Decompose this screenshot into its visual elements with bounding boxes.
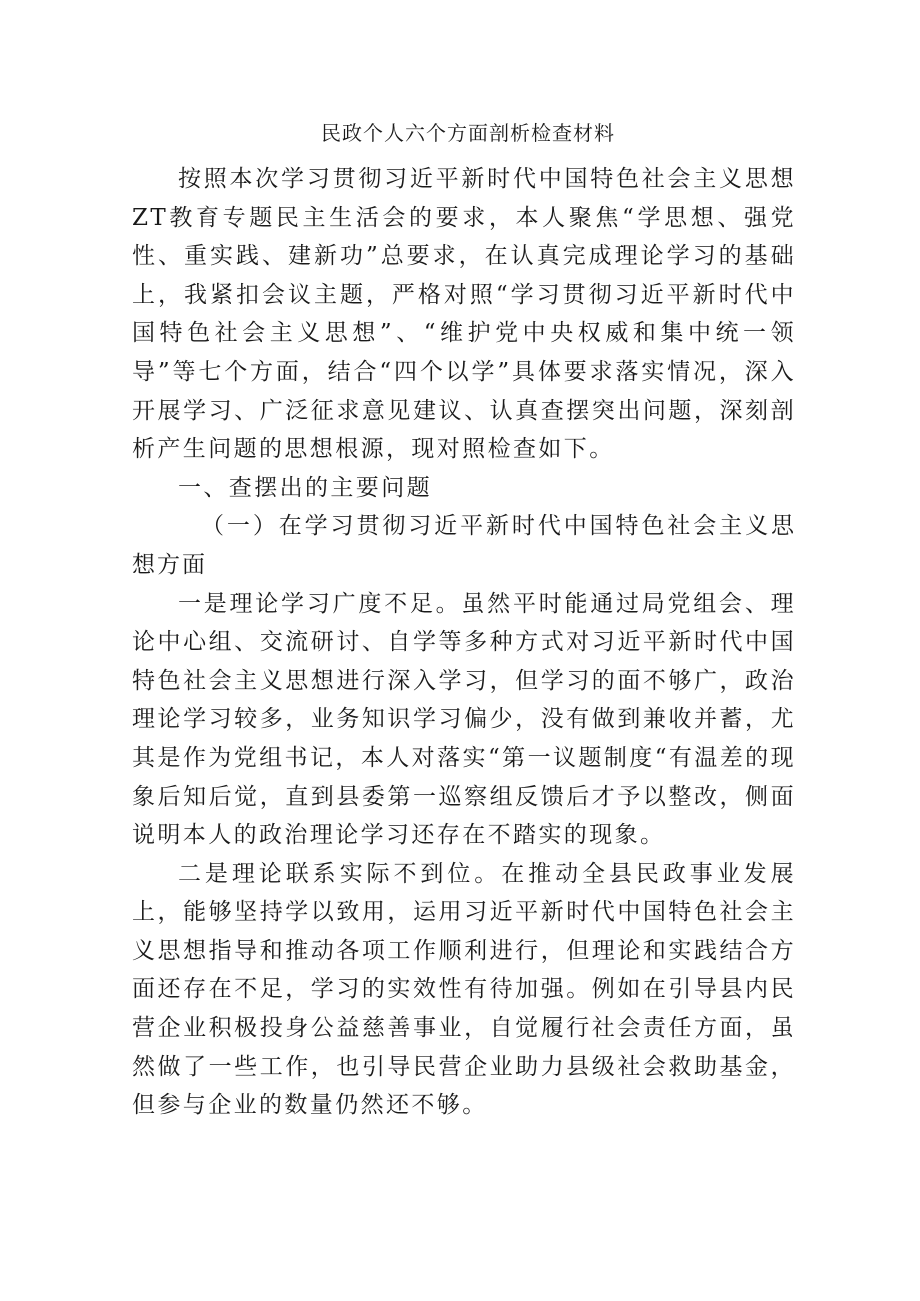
document-title: 民政个人六个方面剖析检查材料 — [321, 121, 615, 145]
document-page — [132, 118, 796, 1125]
body-paragraph: 二是理论联系实际不到位。在推动全县民政事业发展上，能够坚持学以致用，运用习近平新时代中国特色社会主义思想指导和推动各项工作顺利进行，但理论和实践结合方面还存在不足，学习的实效性有待加强。例如在引导县内民营企业积极投身公益慈善事业，自觉履行社会责任方面，虽然做了一些工作，也引导民营企业助力县级社会救助基金，但参与企业的数量仍然还不够。 — [132, 860, 796, 1119]
subsection-heading: （一）在学习贯彻习近平新时代中国特色社会主义思想方面 — [132, 513, 796, 578]
body-paragraph: 一是理论学习广度不足。虽然平时能通过局党组会、理论中心组、交流研讨、自学等多种方式对习近平新时代中国特色社会主义思想进行深入学习，但学习的面不够广，政治理论学习较多，业务知识学习偏少，没有做到兼收并蓄，尤其是作为党组书记，本人对落实“第一议题制度“有温差的现象后知后觉，直到县委第一巡察组反馈后才予以整改，侧面说明本人的政治理论学习还存在不踏实的现象。 — [132, 590, 796, 849]
intro-paragraph: 按照本次学习贯彻习近平新时代中国特色社会主义思想ZT教育专题民主生活会的要求，本人聚焦“学思想、强党性、重实践、建新功”总要求，在认真完成理论学习的基础上，我紧扣会议主题，严格对照“学习贯彻习近平新时代中国特色社会主义思想”、“维护党中央权威和集中统一领导”等七个方面，结合“四个以学”具体要求落实情况，深入开展学习、广泛征求意见建议、认真查摆突出问题，深刻剖析产生问题的思想根源，现对照检查如下。 — [132, 166, 796, 463]
section-heading: 一、查摆出的主要问题 — [178, 474, 432, 501]
